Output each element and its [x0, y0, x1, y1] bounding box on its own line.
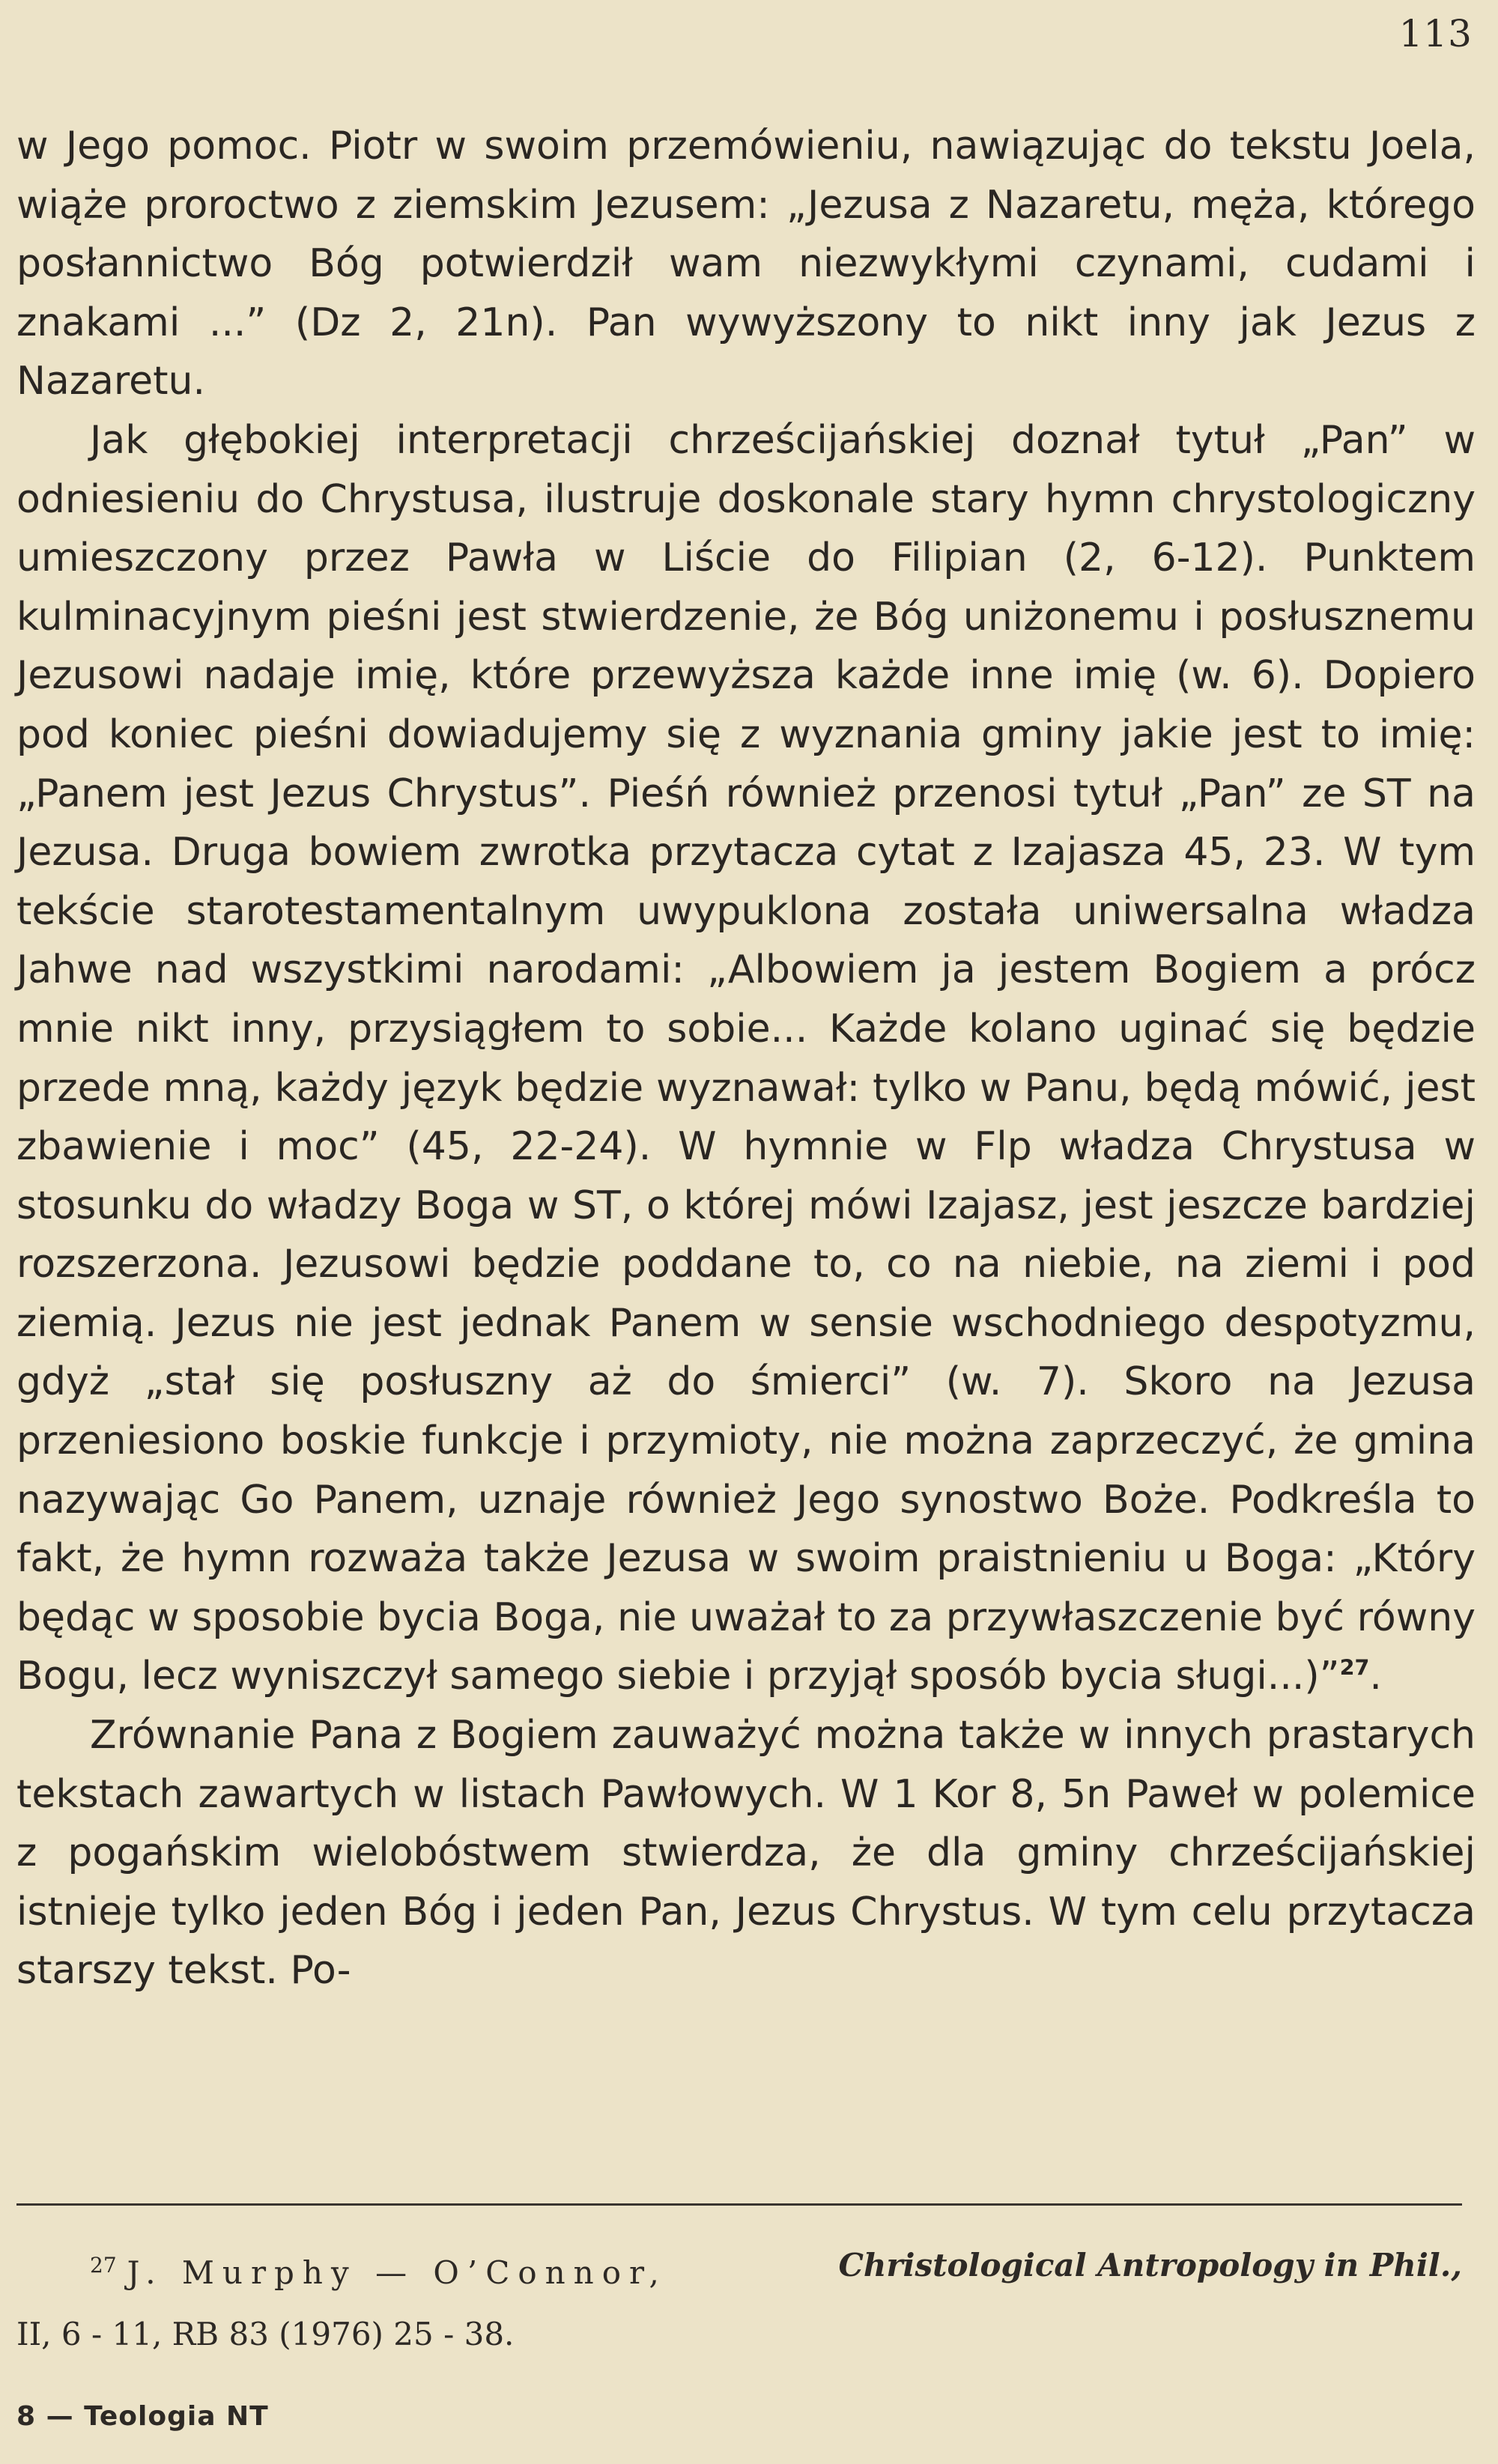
footnote-divider	[16, 2203, 1462, 2206]
paragraph-2	[16, 411, 1476, 1706]
main-text	[16, 117, 1476, 2000]
footnote	[16, 2235, 1462, 2365]
footnote-line-1	[16, 2235, 1462, 2304]
footnote-author: J. Murphy — O’Connor,	[127, 2254, 667, 2291]
paragraph-1	[16, 117, 1476, 411]
page-number: 113	[1398, 12, 1473, 55]
footnote-lead	[90, 2235, 667, 2304]
footnote-title: Christological Antropology in Phil.,	[838, 2247, 1462, 2284]
paragraph-3	[16, 1706, 1476, 2000]
sheet-signature: 8 — Teologia NT	[16, 2401, 269, 2432]
footnote-reference[interactable]: 27	[1339, 1655, 1370, 1681]
paragraph-1-text: w Jego pomoc. Piotr w swoim przemówieniu, nawiązując do tekstu Joela, wiąże proroctwo z ziemskim Jezusem: „Jezusa z Nazaretu, męża, którego posłannictwo Bóg potwierdził wam niezwykłymi czynami, cudami i znakami ...” (Dz 2, 21n). Pan wywyższony to nikt inny jak Jezus z Nazaretu.	[16, 124, 1476, 404]
paragraph-2-text: Jak głębokiej interpretacji chrześcijańskiej doznał tytuł „Pan” w odniesieniu do Chrystusa, ilustruje doskonale stary hymn chrystologiczny umieszczony przez Pawła w Liście do Filipian (2, 6-12). Punktem kulminacyjnym pieśni jest stwierdzenie, że Bóg uniżonemu i posłusznemu Jezusowi nadaje imię, które przewyższa każde inne imię (w. 6). Dopiero pod koniec pieśni dowiadujemy się z wyznania gminy jakie jest to imię: „Panem jest Jezus Chrystus”. Pieśń również przenosi tytuł „Pan” ze ST na Jezusa. Druga bowiem zwrotka przytacza cytat z Izajasza 45, 23. W tym tekście starotestamentalnym uwypuklona została uniwersalna władza Jahwe nad wszystkimi narodami: „Albowiem ja jestem Bogiem a prócz mnie nikt inny, przysiągłem to sobie... Każde kolano uginać się będzie przede mną, każdy język będzie wyznawał: tylko w Panu, będą mówić, jest zbawienie i moc” (45, 22-24). W hymnie w Flp władza Chrystusa w stosunku do władzy Boga w ST, o której mówi Izajasz, jest jeszcze bardziej rozszerzona. Jezusowi będzie poddane to, co na niebie, na ziemi i pod ziemią. Jezus nie jest jednak Panem w sensie wschodniego despotyzmu, gdyż „stał się posłuszny aż do śmierci” (w. 7). Skoro na Jezusa przeniesiono boskie funkcje i przymioty, nie można zaprzeczyć, że gmina nazywając Go Panem, uznaje również Jego synostwo Boże. Podkreśla to fakt, że hymn rozważa także Jezusa w swoim praistnieniu u Boga: „Który będąc w sposobie bycia Boga, nie uważał to za przywłaszczenie być równy Bogu, lecz wyniszczył samego siebie i przyjął sposób bycia sługi...)”	[16, 417, 1476, 1699]
footnote-number: 27	[90, 2253, 117, 2278]
footnote-citation: II, 6 - 11, RB 83 (1976) 25 - 38.	[16, 2316, 515, 2352]
paragraph-2-tail: .	[1369, 1654, 1382, 1699]
paragraph-3-text: Zrównanie Pana z Bogiem zauważyć można także w innych prastarych tekstach zawartych w listach Pawłowych. W 1 Kor 8, 5n Paweł w polemice z pogańskim wielobóstwem stwierdza, że dla gminy chrześcijańskiej istnieje tylko jeden Bóg i jeden Pan, Jezus Chrystus. W tym celu przytacza starszy tekst. Po-	[16, 1713, 1476, 1994]
